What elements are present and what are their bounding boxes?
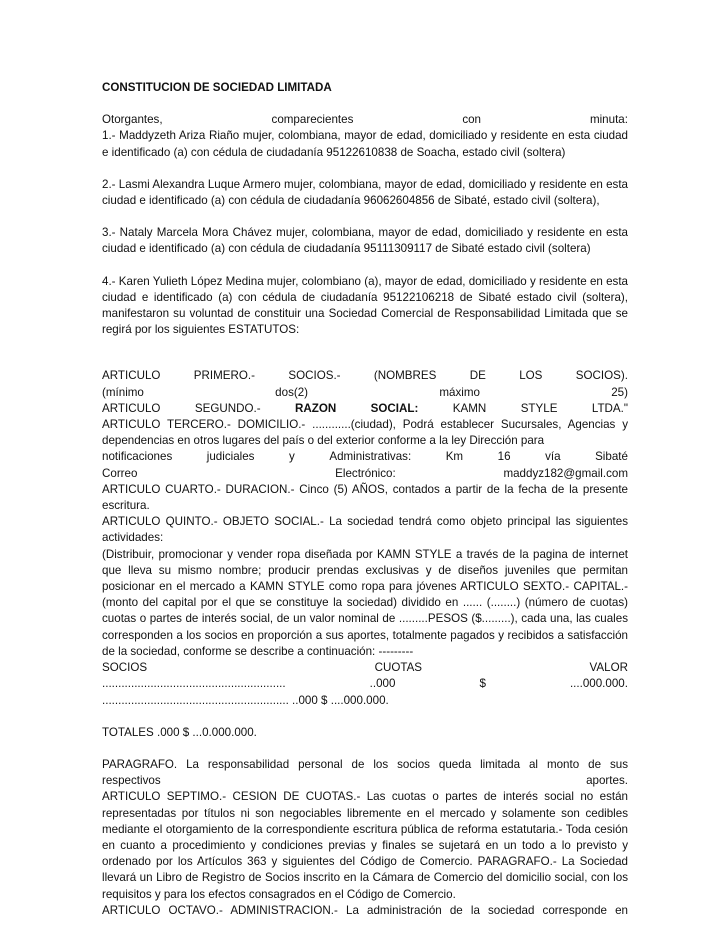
text: Otorgantes, [102,113,163,127]
article-3: ARTICULO TERCERO.- DOMICILIO.- ............(ciudad), Podrá establecer Sucursales, Agencias y dependencias en otros lugares del país o del exterior conforme a la ley Dirección para [102,418,628,448]
otorgante-2: 2.- Lasmi Alexandra Luque Armero mujer, colombiana, mayor de edad, domiciliado y residente en esta ciudad e identificado (a) con cédula de ciudadanía 96062604856 de Sibaté, estado civil (soltera), [102,177,628,208]
text: comparecientes [271,113,354,127]
text: SOCIOS [102,661,148,675]
document-title: CONSTITUCION DE SOCIEDAD LIMITADA [102,81,332,94]
article-5: ARTICULO QUINTO.- OBJETO SOCIAL.- La sociedad tendrá como objeto principal las siguientes actividades: [102,515,628,545]
text: DE [469,369,486,383]
correo-line [102,466,628,482]
otorgante-3: 3.- Nataly Marcela Mora Chávez mujer, colombiana, mayor de edad, domiciliado y residente en esta ciudad e identificado (a) con cédula de ciudadanía 95111309117 de Sibaté estado civil (soltera) [102,226,628,256]
text: minuta: [589,113,628,127]
article-5-body: (Distribuir, promocionar y vender ropa diseñada por KAMN STYLE a través de la pagina de internet que lleva su mismo nombre; producir prendas exclusivas y de diseños juveniles que permitan posicionar en el mercado a KAMN STYLE como ropa para jóvenes ARTICULO SEXTO.- CAPITAL.- (monto del capital por el que se constituye la sociedad) dividido en ...... (........) (número de cuotas) cuotas o partes de interés social, de un valor nominal de .........PESOS ($.........), cada una, las cuales corresponden a los socios en proporción a sus aportes, totalmente pagados y recibidos a satisfacción de la sociedad, conforme se describe a continuación: --------- [102,547,628,658]
notificaciones-line [102,449,628,465]
text: judiciales [206,450,255,464]
text: SEGUNDO.- [194,401,261,415]
article-7: ARTICULO SEPTIMO.- CESION DE CUOTAS.- Las cuotas o partes de interés social no están representadas por títulos ni son negociables libremente en el mercado y solamente son cedibles mediante el otorgamiento de la correspondiente escritura pública de reforma estatutaria.- Toda cesión en cuanto a procedimiento y condiciones previas y finales se sujetará en un todo a lo previsto y ordenado por los Artículos 363 y siguientes del Código de Comercio. PARAGRAFO.- La Sociedad llevará un Libro de Registro de Socios inscrito en la Cámara de Comercio del domicilio social, con los requisitos y para los efectos consagrados en el Código de Comercio. [102,790,628,901]
text: SOCIAL: [370,401,419,415]
article-1-line [102,368,628,384]
text: Correo [102,466,138,480]
text: Administrativas: [329,450,412,464]
text: LTDA." [591,401,628,415]
text: dos(2) [275,385,309,399]
text: ......................................................... [102,677,286,691]
text: máximo [439,385,480,399]
otorgante-4: 4.- Karen Yulieth López Medina mujer, colombiano (a), mayor de edad, domiciliado y residente en esta ciudad e identificado (a) con cédula de ciudadanía 95122106218 de Sibaté estado civil (soltera), manifestaron su voluntad de constituir una Sociedad Comercial de Responsabilidad Limitada que se regirá por los siguientes ESTATUTOS: [102,274,628,337]
text: CUOTAS [374,661,423,675]
text: VALOR [589,661,628,675]
socios-header [102,660,628,676]
text: ARTICULO [102,369,161,383]
text: vía [545,450,561,464]
text: SOCIOS.- [288,369,341,383]
text: con [462,113,482,127]
otorgante-1: 1.- Maddyzeth Ariza Riaño mujer, colombiana, mayor de edad, domiciliado y residente en esta ciudad e identificado (a) con cédula de ciudadanía 95122610838 de Soacha, estado civil (soltera) [102,129,628,159]
text: ..000 [369,677,396,691]
text: PRIMERO.- [193,369,255,383]
text: Electrónico: [335,466,396,480]
text: aportes. [586,774,628,788]
text: 25) [611,385,628,399]
text: y [289,450,295,464]
text: (NOMBRES [373,369,437,383]
text: notificaciones [102,450,173,464]
text: KAMN [452,401,487,415]
totales: TOTALES .000 $ ...0.000.000. [102,725,257,739]
text: RAZON [295,401,337,415]
text: $ [479,677,486,691]
socios-row-1 [102,676,628,692]
text: respectivos [102,774,161,788]
text: (mínimo [102,385,144,399]
document-page [102,80,628,919]
paragrafo-1-end [102,773,628,789]
otorgantes-line [102,112,628,128]
paragrafo-1: PARAGRAFO. La responsabilidad personal de los socios queda limitada al monto de sus [102,757,628,771]
socios-row-2: .......................................................... ..000 $ ....000.000. [102,693,389,707]
email: maddyz182@gmail.com [503,466,628,480]
article-1-range [102,385,628,401]
article-4: ARTICULO CUARTO.- DURACION.- Cinco (5) AÑOS, contados a partir de la fecha de la presente escritura. [102,482,628,513]
text: 16 [497,450,511,464]
text: SOCIOS). [575,369,628,383]
article-2-line [102,401,628,417]
text: ....000.000. [569,677,628,691]
article-8: ARTICULO OCTAVO.- ADMINISTRACION.- La administración de la sociedad corresponde en [102,903,628,917]
text: ARTICULO [102,401,161,415]
text: LOS [519,369,543,383]
text: Km [445,450,464,464]
text: STYLE [520,401,558,415]
text: Sibaté [595,450,628,464]
